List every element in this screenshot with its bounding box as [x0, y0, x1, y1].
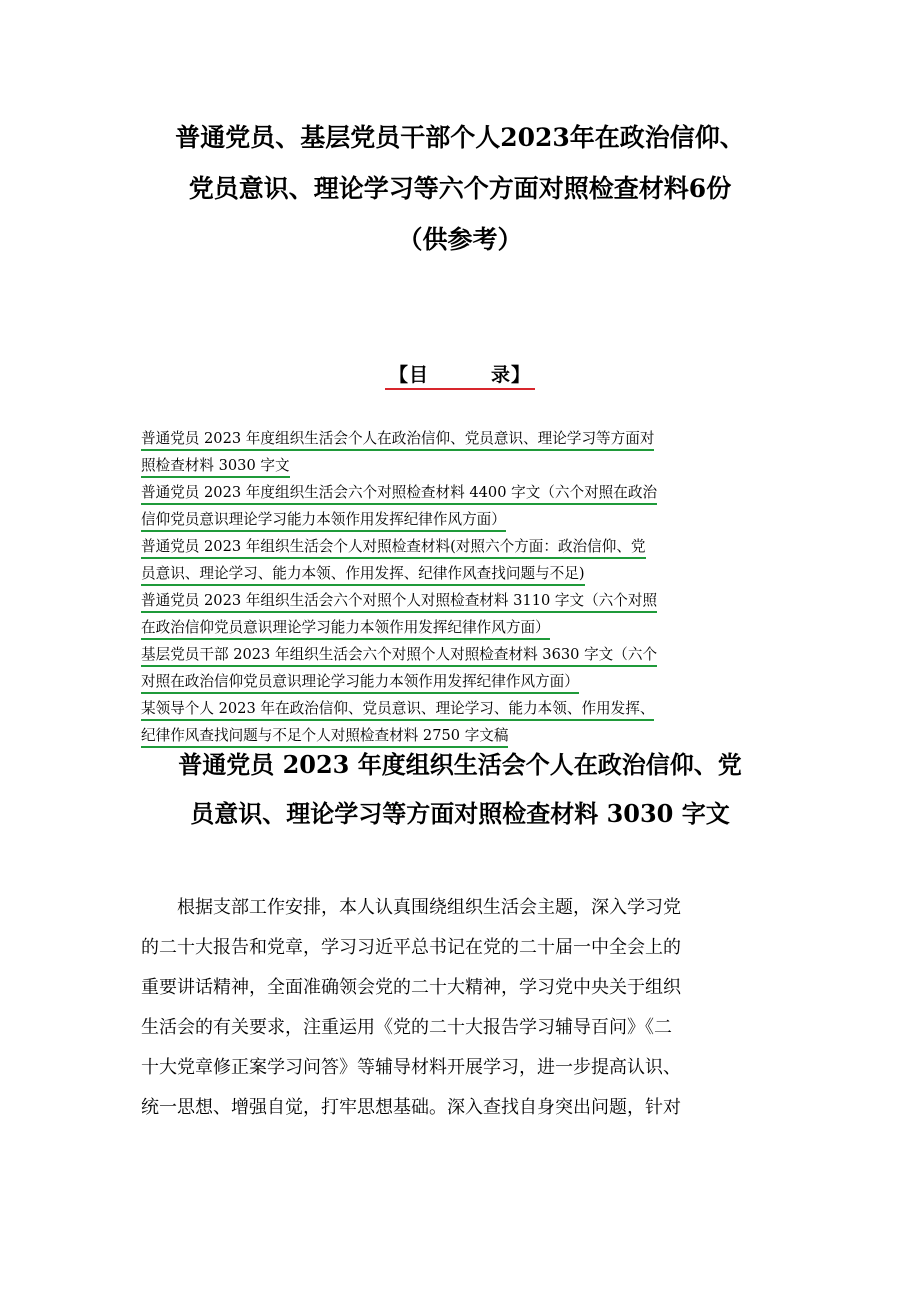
title-line-3: （供参考） [397, 225, 523, 254]
toc-heading [385, 362, 535, 390]
body-paragraph [141, 888, 801, 1128]
toc-link-5[interactable] [141, 643, 801, 697]
toc-link-3-line-2: 员意识、理论学习、能力本领、作用发挥、纪律作风查找问题与不足) [141, 563, 585, 586]
toc-link-4-line-1: 普通党员 2023 年组织生活会六个对照个人对照检查材料 3110 字文（六个对照 [141, 590, 657, 613]
toc-link-1-line-1: 普通党员 2023 年度组织生活会个人在政治信仰、党员意识、理论学习等方面对 [141, 428, 654, 451]
toc-link-5-line-2: 对照在政治信仰党员意识理论学习能力本领作用发挥纪律作风方面） [141, 671, 579, 694]
toc-heading-left: 【目 [388, 364, 429, 386]
body-line-6: 统一思想、增强自觉，打牢思想基础。深入查找自身突出问题，针对 [141, 1097, 681, 1118]
table-of-contents [141, 427, 801, 751]
toc-heading-container [0, 362, 920, 390]
title-line-2: 党员意识、理论学习等六个方面对照检查材料6份 [188, 174, 732, 203]
toc-heading-right: 录】 [491, 364, 532, 386]
body-line-5: 十大党章修正案学习问答》等辅导材料开展学习，进一步提高认识、 [141, 1057, 681, 1078]
body-line-3: 重要讲话精神，全面准确领会党的二十大精神，学习党中央关于组织 [141, 977, 681, 998]
body-line-1: 根据支部工作安排，本人认真围绕组织生活会主题，深入学习党 [177, 897, 681, 918]
toc-link-1[interactable] [141, 427, 801, 481]
document-title [0, 112, 920, 265]
toc-link-2-line-2: 信仰党员意识理论学习能力本领作用发挥纪律作风方面） [141, 509, 506, 532]
body-line-2: 的二十大报告和党章，学习习近平总书记在党的二十届一中全会上的 [141, 937, 681, 958]
toc-link-4[interactable] [141, 589, 801, 643]
toc-link-6-line-2: 纪律作风查找问题与不足个人对照检查材料 2750 字文稿 [141, 725, 508, 748]
toc-link-6-line-1: 某领导个人 2023 年在政治信仰、党员意识、理论学习、能力本领、作用发挥、 [141, 698, 654, 721]
toc-link-3-line-1: 普通党员 2023 年组织生活会个人对照检查材料(对照六个方面：政治信仰、党 [141, 536, 646, 559]
section-title-line-1: 普通党员 2023 年度组织生活会个人在政治信仰、党 [178, 750, 742, 779]
toc-link-3[interactable] [141, 535, 801, 589]
toc-link-1-line-2: 照检查材料 3030 字文 [141, 455, 290, 478]
toc-link-5-line-1: 基层党员干部 2023 年组织生活会六个对照个人对照检查材料 3630 字文（六个 [141, 644, 657, 667]
toc-link-4-line-2: 在政治信仰党员意识理论学习能力本领作用发挥纪律作风方面） [141, 617, 550, 640]
toc-link-2[interactable] [141, 481, 801, 535]
toc-link-2-line-1: 普通党员 2023 年度组织生活会六个对照检查材料 4400 字文（六个对照在政治 [141, 482, 657, 505]
title-line-1: 普通党员、基层党员干部个人2023年在政治信仰、 [175, 123, 745, 152]
section-title-line-2: 员意识、理论学习等方面对照检查材料 3030 字文 [190, 799, 730, 828]
section-title [0, 740, 920, 838]
body-line-4: 生活会的有关要求，注重运用《党的二十大报告学习辅导百问》《二 [141, 1017, 672, 1038]
